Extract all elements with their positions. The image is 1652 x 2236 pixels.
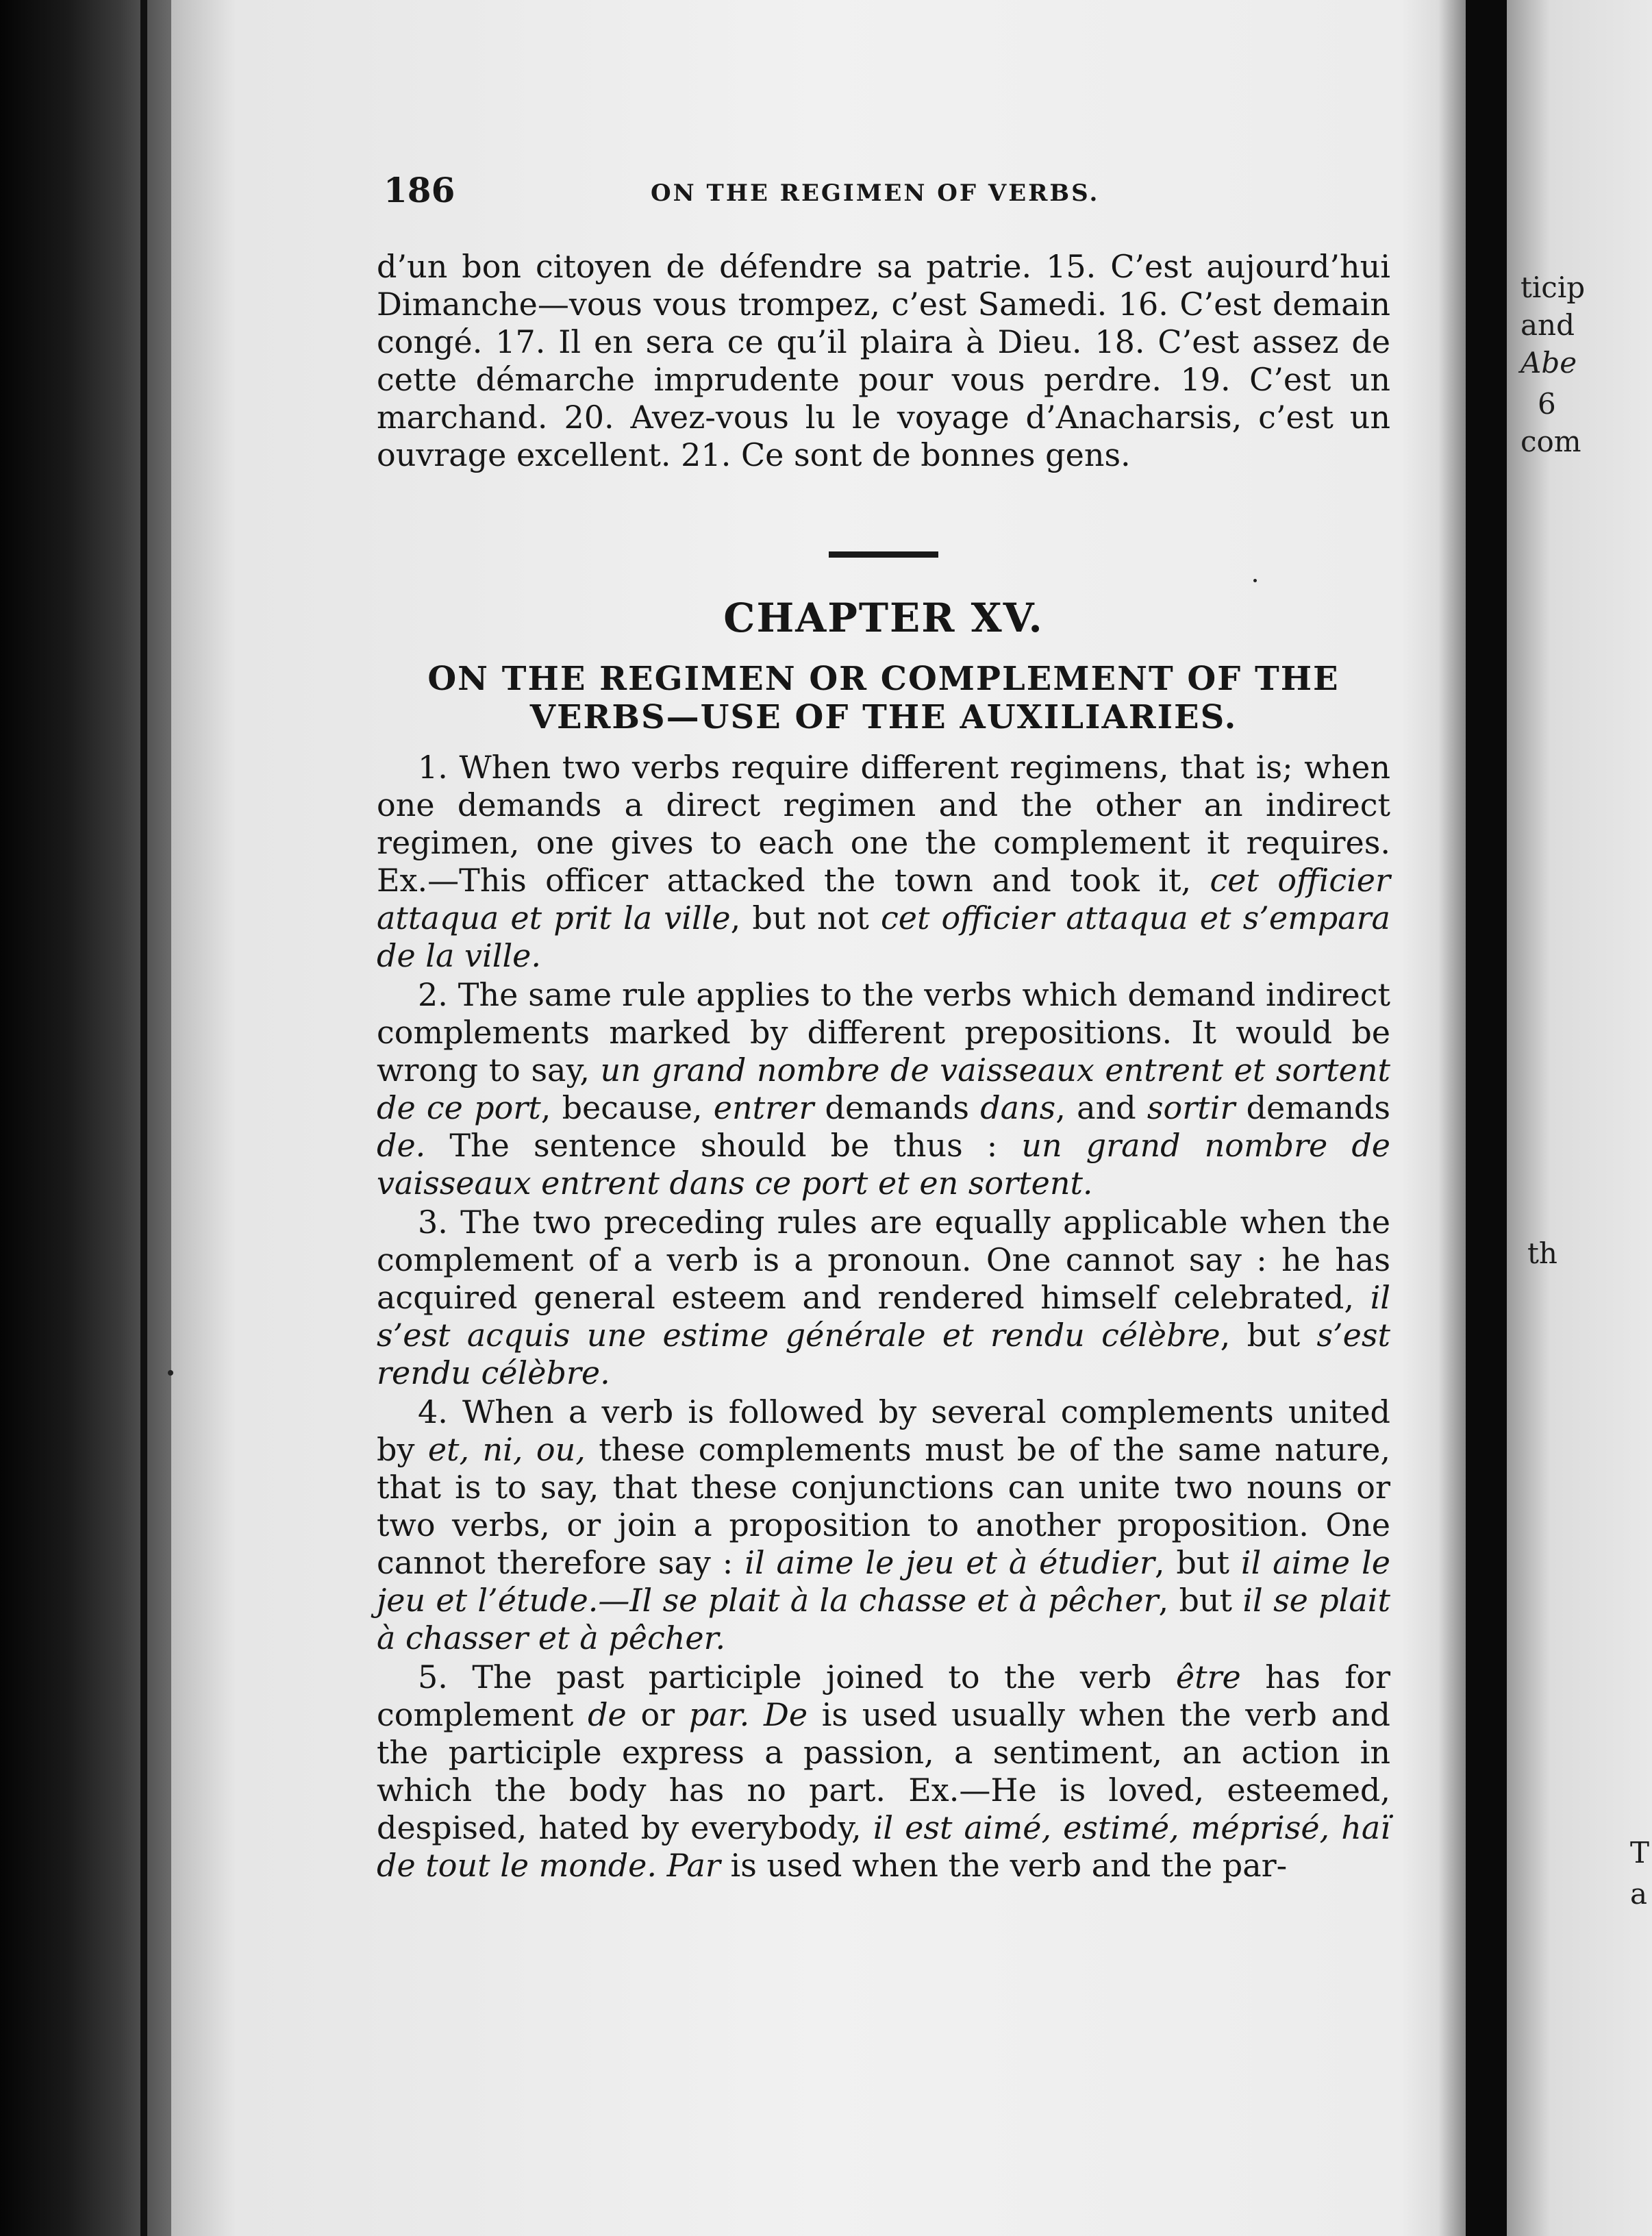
- continued-text: [377, 248, 1390, 474]
- italic-phrase: De: [763, 1696, 808, 1733]
- text-run: 4. When a verb is followed by several complements united by: [377, 1393, 1390, 1468]
- text-run: 5. The past participle joined to the verb: [418, 1659, 1176, 1695]
- page-speck: [1253, 579, 1257, 582]
- next-page-fragment: and: [1520, 308, 1575, 342]
- text-run: , but: [1158, 1582, 1243, 1619]
- rule-paragraph-1: [377, 749, 1390, 975]
- italic-phrase: entrer: [713, 1089, 814, 1126]
- italic-phrase: de.: [377, 1127, 426, 1164]
- text-run: has for complement: [377, 1659, 1390, 1733]
- italic-phrase: être: [1175, 1659, 1241, 1695]
- italic-phrase: par.: [688, 1696, 750, 1733]
- text-run: 1. When two verbs require different regimens, that is; when one demands a direct regimen and the other an indirect regimen, one gives to each one the complement it requires. Ex.—This officer attacked the town and took it,: [377, 749, 1390, 899]
- text-run: , but: [1154, 1544, 1241, 1581]
- italic-phrase: cet officier attaqua et prit la ville: [377, 862, 1391, 936]
- rule-paragraph-3: [377, 1204, 1390, 1392]
- text-run: , because,: [540, 1089, 714, 1126]
- continued-paragraph: [377, 248, 1390, 474]
- page-shadow: [1438, 0, 1466, 2236]
- text-run: The sentence should be thus :: [425, 1127, 1022, 1164]
- page-divider: [1466, 0, 1507, 2236]
- running-title: ON THE REGIMEN OF VERBS.: [651, 179, 1100, 207]
- rule-paragraph-5: [377, 1659, 1390, 1885]
- text-run: , but not: [730, 899, 881, 936]
- text-run: , and: [1055, 1089, 1147, 1126]
- running-head: [384, 170, 1144, 211]
- italic-phrase: il aime le jeu et l’étude.—Il se plait à la chasse et à pêcher: [377, 1544, 1390, 1619]
- rule-paragraph-4: [377, 1393, 1390, 1657]
- text-run: , but: [1220, 1317, 1317, 1354]
- italic-phrase: Par: [666, 1847, 721, 1884]
- text-run: 2. The same rule applies to the verbs which demand indirect complements marked by different prepositions. It would be wrong to say,: [377, 976, 1390, 1089]
- text-run: or: [626, 1696, 689, 1733]
- next-page-fragment: a: [1630, 1877, 1648, 1911]
- italic-phrase: s’est rendu célèbre.: [377, 1317, 1390, 1391]
- text-run: these complements must be of the same nature, that is to say, that these conjunctions can unite two nouns or two verbs, or join a proposition to another proposition. One cannot therefore say :: [377, 1431, 1390, 1581]
- text-run: d’un bon citoyen de défendre sa patrie. 15. C’est aujourd’hui Dimanche—vous vous trompez, c’est Samedi. 16. C’est demain congé. 17. Il en sera ce qu’il plaira à Dieu. 18. C’est assez de cette démarche imprudente pour vous perdre. 19. C’est un marchand. 20. Avez-vous lu le voyage d’Anacharsis, c’est un ouvrage excellent. 21. Ce sont de bonnes gens.: [377, 248, 1390, 473]
- italic-phrase: dans: [980, 1089, 1056, 1126]
- next-page-fragment: 6: [1538, 387, 1556, 421]
- next-page-fragment: Abe: [1520, 346, 1577, 380]
- text-run: [657, 1847, 667, 1884]
- section-rule: [829, 551, 938, 558]
- next-page-edge: [1507, 0, 1652, 2236]
- italic-phrase: un grand nombre de vaisseaux entrent dans ce port et en sortent.: [377, 1127, 1390, 1202]
- italic-phrase: cet officier attaqua et s’empara de la ville.: [377, 899, 1390, 974]
- chapter-subtitle: ON THE REGIMEN OR COMPLEMENT OF THE VERBS—USE OF THE AUXILIARIES.: [427, 660, 1340, 736]
- italic-phrase: il se plait à chasser et à pêcher.: [377, 1582, 1390, 1656]
- italic-phrase: il aime le jeu et à étudier: [744, 1544, 1155, 1581]
- text-run: demands: [814, 1089, 981, 1126]
- italic-phrase: sortir: [1147, 1089, 1236, 1126]
- text-run: 3. The two preceding rules are equally applicable when the complement of a verb is a pronoun. One cannot say : he has acquired general esteem and rendered himself celebrated,: [377, 1204, 1390, 1316]
- italic-phrase: il est aimé, estimé, méprisé, haï de tout le monde.: [377, 1809, 1390, 1884]
- text-run: is used when the verb and the par-: [720, 1847, 1288, 1884]
- text-run: is used usually when the verb and the participle express a passion, a sentiment, an action in which the body has no part. Ex.—He is loved, esteemed, despised, hated by everybody,: [377, 1696, 1391, 1846]
- rule-paragraph-2: [377, 976, 1390, 1202]
- next-page-fragment: ticip: [1520, 271, 1586, 304]
- next-page-fragment: th: [1527, 1237, 1557, 1270]
- text-run: [749, 1696, 764, 1733]
- italic-phrase: et, ni, ou,: [427, 1431, 586, 1468]
- page-speck: [168, 1370, 173, 1376]
- italic-phrase: il s’est acquis une estime générale et rendu célèbre: [377, 1279, 1390, 1354]
- italic-phrase: de: [588, 1696, 627, 1733]
- chapter-body: [377, 749, 1390, 1885]
- next-page-fragment: T: [1630, 1836, 1650, 1869]
- binding-edge: [140, 0, 147, 2236]
- next-page-fragment: com: [1520, 425, 1581, 458]
- text-run: demands: [1235, 1089, 1390, 1126]
- chapter-title: CHAPTER XV.: [723, 595, 1044, 641]
- page-number: 186: [384, 170, 455, 210]
- italic-phrase: un grand nombre de vaisseaux entrent et sortent de ce port: [377, 1052, 1390, 1126]
